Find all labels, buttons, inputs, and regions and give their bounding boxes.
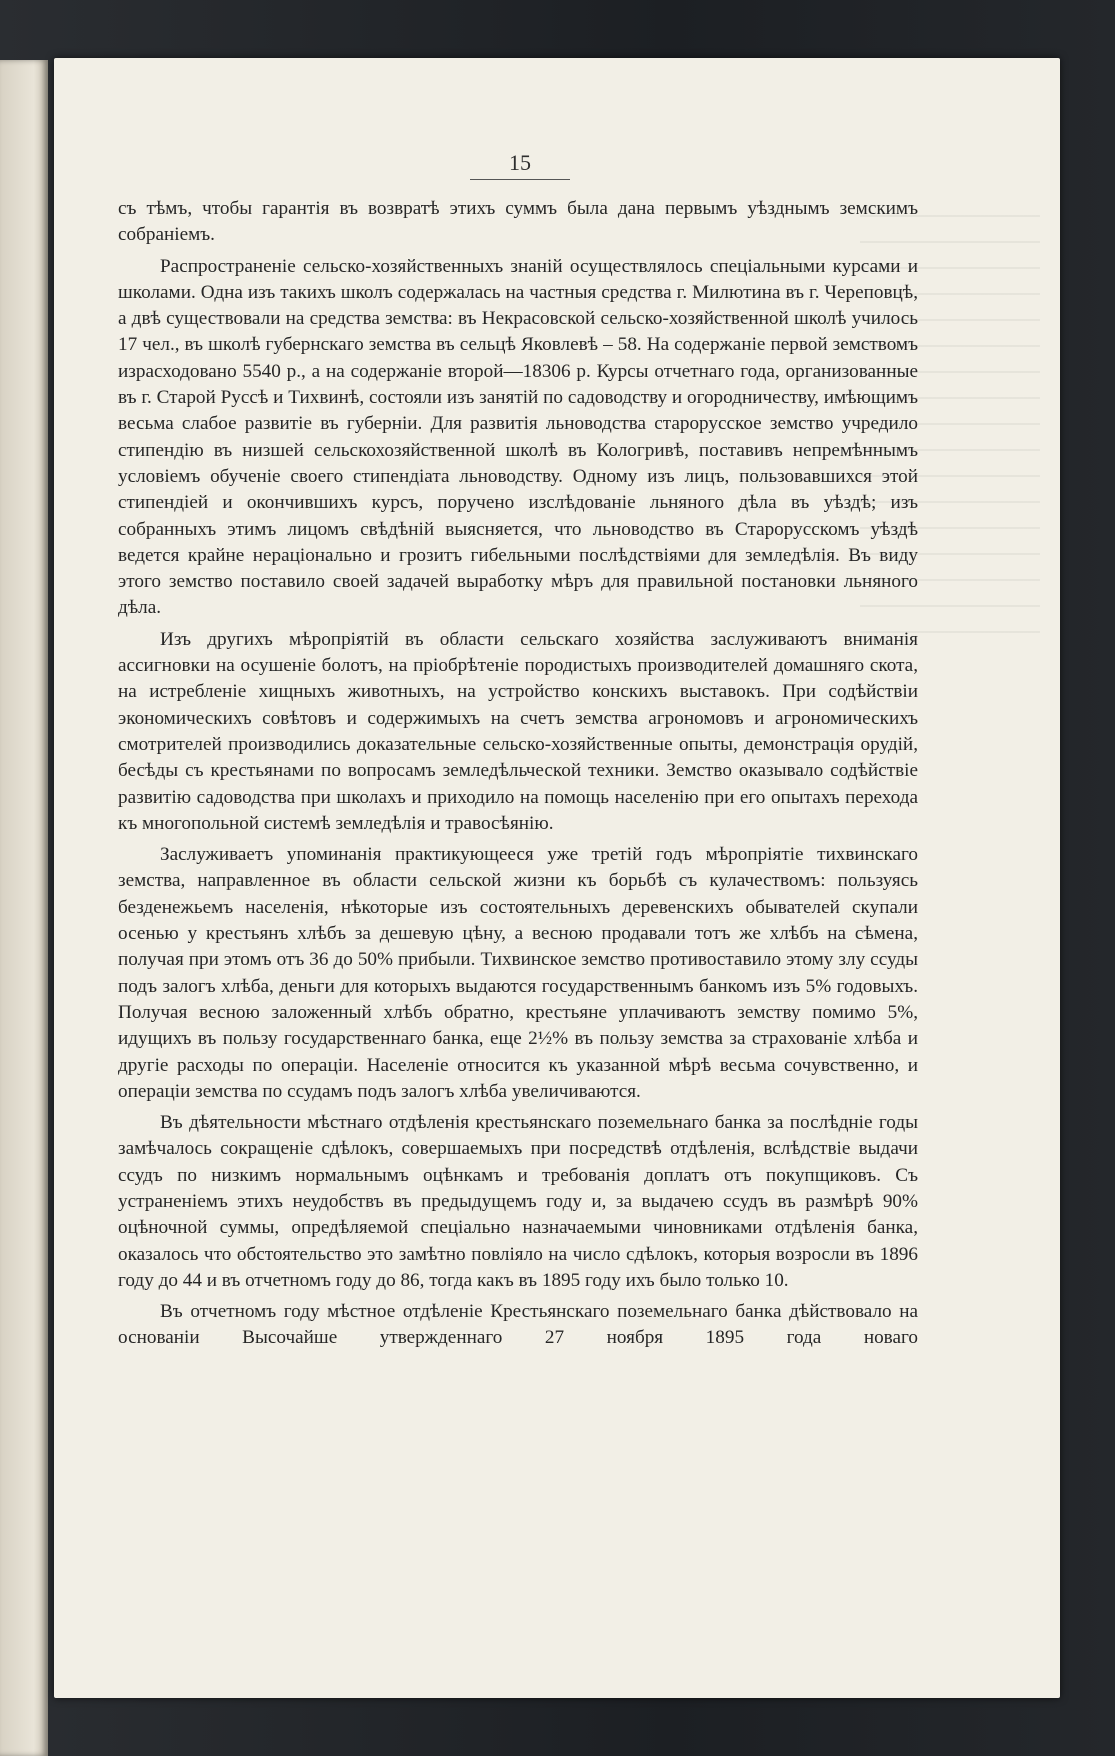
paragraph-peasant-bank: Въ дѣятельности мѣстнаго отдѣленія крестьянскаго поземельнаго банка за послѣдніе годы замѣчалось сокращеніе сдѣлокъ, совершаемыхъ при посредствѣ отдѣленія, вслѣдствіе выдачи ссудъ по низкимъ нормальнымъ оцѣнкамъ и требованія доплатъ отъ покупщиковъ. Съ устраненіемъ этихъ неудобствъ въ предыдущемъ году и, за выдачею ссудъ въ размѣрѣ 90% оцѣночной суммы, опредѣляемой спеціально назначаемыми чиновниками отдѣленія банка, оказалось что обстоятельство это замѣтно повліяло на число сдѣлокъ, которыя возросли въ 1896 году до 44 и въ отчетномъ году до 86, тогда какъ въ 1895 году ихъ было только 10. <box>118 1112 918 1291</box>
paragraph-continuation: съ тѣмъ, чтобы гарантія въ возвратѣ этихъ суммъ была дана первымъ уѣзднымъ земскимъ собраніемъ. <box>118 198 918 246</box>
paragraph-tikhvin-loans: Заслуживаетъ упоминанія практикующееся уже третій годъ мѣропріятіе тихвинскаго земства, направленное въ области сельской жизни къ борьбѣ съ кулачествомъ: пользуясь безденежьемъ населенія, нѣкоторые изъ состоятельныхъ деревенскихъ обывателей скупали осенью у крестьянъ хлѣбъ за дешевую цѣну, а весною продавали тотъ же хлѣбъ на сѣмена, получая при этомъ отъ 36 до 50% прибыли. Тихвинское земство противоставило этому злу ссуды подъ залогъ хлѣба, деньги для которыхъ выдаются государственнымъ банкомъ изъ 5% годовыхъ. Получая весною заложенный хлѣбъ обратно, крестьяне уплачиваютъ земству помимо 5%, идущихъ въ пользу государственнаго банка, еще 2½% въ пользу земства за страхованіе хлѣба и другіе расходы по операціи. Населеніе относится къ указанной мѣрѣ весьма сочувственно, и операціи земства по ссудамъ подъ залогъ хлѣба увеличиваются. <box>118 844 918 1102</box>
left-page-edge <box>0 60 48 1756</box>
paragraph-agriculture-measures: Изъ другихъ мѣропріятій въ области сельскаго хозяйства заслуживаютъ вниманія ассигновки на осушеніе болотъ, на пріобрѣтеніе породистыхъ производителей домашняго скота, на истребленіе хищныхъ животныхъ, на устройство конскихъ выставокъ. При содѣйствіи экономическихъ совѣтовъ и содержимыхъ на счетъ земства агрономовъ и агрономическихъ смотрителей производились доказательные сельско-хозяйственные опыты, демонстрація орудій, бесѣды съ крестьянами по вопросамъ земледѣльческой техники. Земство оказывало содѣйствіе развитію садоводства при школахъ и приходило на помощь населенію при его опытахъ перехода къ многопольной системѣ земледѣлія и травосѣянію. <box>118 628 918 834</box>
page-body <box>118 196 918 1357</box>
page-number: 15 <box>470 150 570 180</box>
paragraph-education: Распространеніе сельско-хозяйственныхъ знаній осуществлялось спеціальными курсами и школами. Одна изъ такихъ школъ содержалась на частныя средства г. Милютина въ г. Череповцѣ, а двѣ существовали на средства земства: въ Некрасовской сельско-хозяйственной школѣ училось 17 чел., въ школѣ губернскаго земства въ сельцѣ Яковлевѣ – 58. На содержаніе первой земствомъ израсходовано 5540 р., а на содержаніе второй—18306 р. Курсы отчетнаго года, организованные въ г. Старой Руссѣ и Тихвинѣ, состояли изъ занятій по садоводству и огородничеству, имѣющимъ весьма слабое развитіе въ губерніи. Для развитія льноводства старорусское земство учредило стипендію въ низшей сельскохозяйственной школѣ въ Кологривѣ, поставивъ непремѣннымъ условіемъ обученіе своего стипендіата льноводству. Одному изъ лицъ, пользовавшихся этой стипендіей и окончившихъ курсъ, поручено изслѣдованіе льняного дѣла въ уѣздѣ; изъ собранныхъ этимъ лицомъ свѣдѣній выясняется, что льноводство въ Старорусскомъ уѣздѣ ведется крайне нераціонально и грозитъ гибельными послѣдствіями для земледѣлія. Въ виду этого земство поставило своей задачей выработку мѣръ для правильной постановки льняного дѣла. <box>118 255 918 619</box>
paragraph-bank-regulations: Въ отчетномъ году мѣстное отдѣленіе Крестьянскаго поземельнаго банка дѣйствовало на основаніи Высочайше утвержденнаго 27 ноября 1895 года новаго <box>118 1301 918 1349</box>
